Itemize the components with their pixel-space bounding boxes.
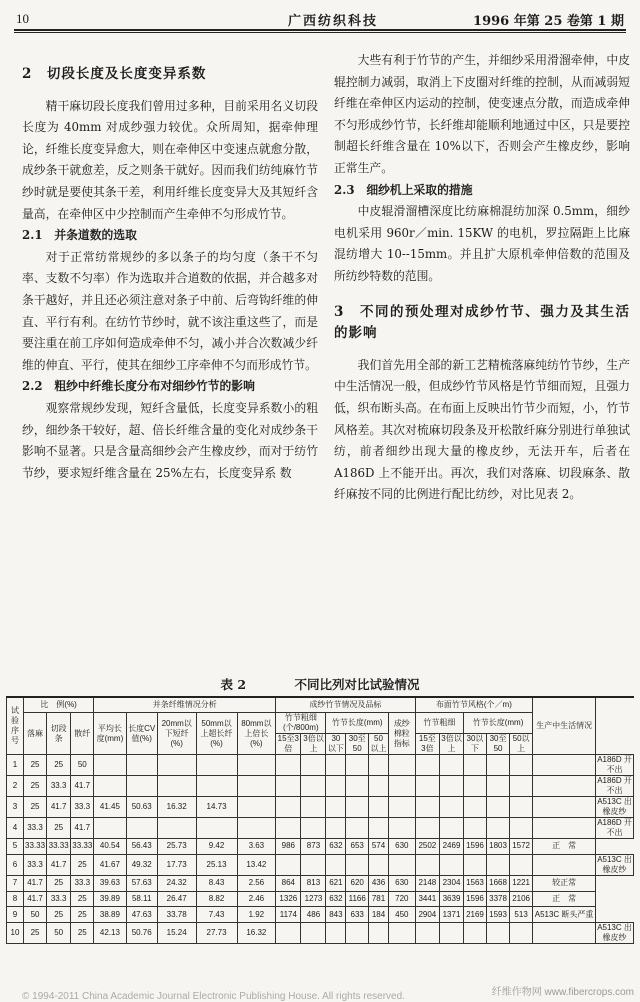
table-cell: A186D 开不出 <box>597 776 632 795</box>
table-cell <box>276 854 301 875</box>
table-cell: A186D 开不出 <box>597 818 632 837</box>
table-cell <box>388 797 415 818</box>
table-row <box>7 891 634 907</box>
header-rule <box>14 29 626 31</box>
sub-header: 3倍以上 <box>441 734 462 753</box>
table-cell <box>388 776 415 797</box>
table-cell <box>94 755 126 776</box>
table-cell <box>369 755 389 776</box>
table-cell: 184 <box>369 907 389 923</box>
table-cell: 3.63 <box>237 839 276 855</box>
table-cell <box>346 797 369 818</box>
table-row <box>7 797 634 818</box>
table-cell: 2106 <box>510 891 533 907</box>
table-cell: 8 <box>7 891 24 907</box>
table-cell: 33.33 <box>47 839 71 855</box>
sub-header: 3倍以上 <box>301 734 326 755</box>
table-cell: 633 <box>346 907 369 923</box>
table-cell: 2469 <box>440 839 464 855</box>
table-cell <box>415 923 439 944</box>
table-cell: 864 <box>276 875 301 891</box>
table-cell <box>440 776 464 797</box>
table-cell: 1563 <box>464 875 487 891</box>
table-cell: 41.7 <box>24 875 47 891</box>
table-cell: 1 <box>7 755 24 776</box>
table-cell <box>510 818 533 839</box>
table-cell: 50 <box>47 923 71 944</box>
table-cell <box>533 923 596 944</box>
table-cell: 620 <box>346 875 369 891</box>
table-cell: 50.76 <box>126 923 157 944</box>
table-cell: 41.7 <box>71 776 94 797</box>
table-cell: 40.54 <box>94 839 126 855</box>
table-cell <box>276 755 301 776</box>
table-cell <box>276 776 301 797</box>
table-cell <box>388 923 415 944</box>
table-row <box>7 839 634 855</box>
table-cell <box>126 818 157 839</box>
col-sanxian: 散纤 <box>71 713 94 755</box>
table-cell <box>415 755 439 776</box>
sub-header: 30至50 <box>486 734 509 755</box>
table-cell: 574 <box>369 839 389 855</box>
table-cell <box>126 755 157 776</box>
table-cell: 7 <box>7 875 24 891</box>
table-cell <box>276 818 301 839</box>
table-cell <box>276 923 301 944</box>
table-caption <box>0 675 640 693</box>
table-row <box>7 907 634 923</box>
table-cell: A513C 断头严重 <box>533 907 596 923</box>
table-cell: 1273 <box>301 891 326 907</box>
table-cell: 16.32 <box>157 797 196 818</box>
table-cell: 25 <box>24 776 47 797</box>
table-cell <box>486 755 509 776</box>
table-cell: 27.73 <box>196 923 237 944</box>
group-ratio: 比 例(%) <box>24 697 94 713</box>
col-length2: 竹节长度(mm) <box>464 713 533 734</box>
table-cell: 50.63 <box>126 797 157 818</box>
table-cell <box>196 776 237 797</box>
table-cell: 25 <box>24 755 47 776</box>
table-cell: 632 <box>326 891 346 907</box>
right-column <box>334 50 630 506</box>
table-cell <box>346 755 369 776</box>
table-cell <box>388 818 415 839</box>
table-cell: 33.3 <box>24 854 47 875</box>
table-cell: 56.43 <box>126 839 157 855</box>
table-cell: 781 <box>369 891 389 907</box>
table-cell <box>196 818 237 839</box>
table-cell <box>464 797 487 818</box>
table-cell: 16.32 <box>237 923 276 944</box>
table-cell <box>464 755 487 776</box>
paragraph: 对于正常纺常规纱的多以条子的均匀度（条干不匀率、支数不匀率）作为选取并合道数的依据，并合越多对条干越好，并且还必须注意对条子中前、后弯钩纤维的伸直、平行有利。在纺竹节纱时，就不该注重这些了，而是要注重在前工序如何造成牵伸不匀，减小并合次数减少纤维的伸直、平行，使其在细纱工序牵伸不匀而形成竹节。 <box>22 249 318 372</box>
table-cell <box>94 776 126 797</box>
table-cell: 843 <box>326 907 346 923</box>
table-cell <box>237 776 276 797</box>
table-cell: 2.46 <box>237 891 276 907</box>
col-cottony: 成纱棉粒指标 <box>388 713 415 755</box>
table-cell <box>486 854 509 875</box>
table-cell: 24.32 <box>157 875 196 891</box>
table-cell <box>301 818 326 839</box>
paragraph: 中皮辊滑溜槽深度比纺麻棉混纺加深 0.5mm，细纱电机采用 960r／min. 15KW 的电机，罗拉隔距上比麻混纺增大 10--15mm。并且扩大原机牵伸倍数的范围及所纺纱特数的范围。 <box>334 204 630 283</box>
table-cell: 39.89 <box>94 891 126 907</box>
table-cell: 1221 <box>510 875 533 891</box>
table-cell <box>510 755 533 776</box>
table-cell: 2148 <box>415 875 439 891</box>
table-cell: 26.47 <box>157 891 196 907</box>
table-cell <box>301 776 326 797</box>
table-cell: 513 <box>510 907 533 923</box>
watermark: 纤维作物网 www.fibercrops.com <box>491 987 634 998</box>
table-cell <box>301 923 326 944</box>
table-cell: 47.63 <box>126 907 157 923</box>
table-cell: 1572 <box>510 839 533 855</box>
table-row <box>7 755 634 776</box>
table-cell <box>415 818 439 839</box>
table-cell <box>157 818 196 839</box>
table-cell: 41.67 <box>94 854 126 875</box>
sub-header: 15至3倍 <box>415 734 439 755</box>
table-cell <box>440 818 464 839</box>
table-cell: 33.3 <box>47 891 71 907</box>
table-cell: 25 <box>47 755 71 776</box>
table-cell: 正 常 <box>533 839 596 855</box>
subsection-2-3-heading: 2.3 细纱机上采取的措施 <box>334 182 473 197</box>
table-cell <box>533 818 596 839</box>
table-cell <box>326 923 346 944</box>
table-cell: 25.13 <box>196 854 237 875</box>
comparison-table <box>6 696 634 944</box>
table-row <box>7 923 634 944</box>
table-cell: 10 <box>7 923 24 944</box>
table-cell <box>510 797 533 818</box>
table-cell <box>276 797 301 818</box>
table-cell <box>510 923 533 944</box>
paragraph: 大些有利于竹节的产生，并细纱采用滑溜牵伸，中皮辊控制力减弱，取消上下皮圈对纤维的控制，从而减弱短纤维在牵伸区内运动的控制，使变速点分散，而造成牵伸不匀形成纱竹节，长纤维却能顺利地通过中区，只是要控制超长纤维含量在 10%以下，否则会产生橡皮纱，影响正常生产。 <box>334 53 630 175</box>
page-number: 10 <box>16 11 29 26</box>
table-cell <box>486 797 509 818</box>
table-cell: 15.24 <box>157 923 196 944</box>
table-cell: 25 <box>71 907 94 923</box>
table-cell: 986 <box>276 839 301 855</box>
table-cell <box>346 776 369 797</box>
table-body <box>7 755 634 944</box>
table-cell <box>301 854 326 875</box>
col-coarse: 竹节粗细(个/800m) <box>276 713 326 734</box>
header-rule-thin <box>14 32 626 33</box>
table-cell <box>237 818 276 839</box>
page-header <box>16 8 624 30</box>
table-cell <box>486 923 509 944</box>
table-cell <box>510 854 533 875</box>
table-cell: 1.92 <box>237 907 276 923</box>
group-fiber: 并条纤维情况分析 <box>94 697 276 713</box>
table-cell: 621 <box>326 875 346 891</box>
sub-header: 50以上 <box>510 734 533 755</box>
table-row <box>7 776 634 797</box>
table-cell: 2502 <box>415 839 439 855</box>
table-cell: 25 <box>47 818 71 839</box>
table-cell <box>346 818 369 839</box>
table-cell: 57.63 <box>126 875 157 891</box>
table-cell: 1803 <box>486 839 509 855</box>
table-cell: 41.7 <box>71 818 94 839</box>
col-qieduan: 切段条 <box>47 713 71 755</box>
table-cell: 1596 <box>464 839 487 855</box>
table-cell: 4 <box>7 818 24 839</box>
table-cell: 486 <box>301 907 326 923</box>
table-cell: 450 <box>388 907 415 923</box>
table-cell <box>464 818 487 839</box>
sub-header: 15至3倍 <box>277 734 299 753</box>
table-cell: 3639 <box>440 891 464 907</box>
table-cell <box>464 923 487 944</box>
table-cell <box>301 797 326 818</box>
table-title: 不同比列对比试验情况 <box>294 677 420 692</box>
table-cell: 38.89 <box>94 907 126 923</box>
sub-header: 50以上 <box>370 734 387 753</box>
table-cell: 33.3 <box>47 776 71 797</box>
table-row <box>7 818 634 839</box>
table-cell: 8.43 <box>196 875 237 891</box>
table-cell <box>326 854 346 875</box>
table-cell: 58.11 <box>126 891 157 907</box>
table-cell <box>237 797 276 818</box>
table-cell: 25 <box>24 797 47 818</box>
table-cell: 41.45 <box>94 797 126 818</box>
table-cell: 653 <box>346 839 369 855</box>
table-cell <box>126 776 157 797</box>
table-cell: 813 <box>301 875 326 891</box>
table-cell <box>326 797 346 818</box>
table-cell: A513C 出橡皮纱 <box>597 797 632 816</box>
subsection-2-1-heading: 2.1 并条道数的选取 <box>22 228 137 243</box>
table-cell <box>533 854 596 875</box>
table-cell: 9.42 <box>196 839 237 855</box>
table-cell <box>510 776 533 797</box>
table-cell: 1326 <box>276 891 301 907</box>
table-cell <box>388 755 415 776</box>
sub-header: 30以下 <box>327 734 344 753</box>
table-cell: 49.32 <box>126 854 157 875</box>
paragraph: 我们首先用全部的新工艺精梳落麻纯纺竹节纱，生产中生活情况一般，但成纱竹节风格是竹节细而短，且强力低，织布断头高。在布面上反映出竹节少而短，小，竹节风格差。其次对梳麻切段条及开松散纤麻分别进行单独试纺，前者细纱出现大量的橡皮纱，无法开车，后者在 A186D 上不能开出。再次，我们对落麻、切段麻条、散纤麻按不同的比例进行配比纺纱，对比见表 2。 <box>334 357 630 502</box>
table-cell: 13.42 <box>237 854 276 875</box>
table-cell <box>196 755 237 776</box>
table-cell <box>369 854 389 875</box>
table-cell <box>326 818 346 839</box>
table-cell: 25.73 <box>157 839 196 855</box>
table-cell <box>157 776 196 797</box>
table-cell: 3378 <box>486 891 509 907</box>
table-cell: 33.3 <box>24 818 47 839</box>
table-row <box>7 875 634 891</box>
table-cell: 正 常 <box>533 891 596 907</box>
table-cell <box>440 854 464 875</box>
group-fabric: 布面竹节风格(个／m) <box>415 697 532 713</box>
journal-name: 广西纺织科技 <box>288 14 379 29</box>
table-cell: 50 <box>71 755 94 776</box>
table-cell <box>326 776 346 797</box>
table-cell: 1174 <box>276 907 301 923</box>
table-cell: 25 <box>24 923 47 944</box>
table-cell: 17.73 <box>157 854 196 875</box>
col-length: 竹节长度(mm) <box>326 713 388 734</box>
table-cell: 3 <box>7 797 24 818</box>
table-cell: 33.33 <box>24 839 47 855</box>
section-2-heading: 2 切段长度及长度变异系数 <box>22 66 207 82</box>
issue-info: 1996 年第 25 卷第 1 期 <box>473 14 624 29</box>
table-cell: 8.82 <box>196 891 237 907</box>
table-cell: 2.56 <box>237 875 276 891</box>
table-cell: 25 <box>47 907 71 923</box>
table-cell <box>415 797 439 818</box>
table-cell: A513C 出橡皮纱 <box>597 923 632 943</box>
table-cell: 1668 <box>486 875 509 891</box>
table-cell: 50 <box>24 907 47 923</box>
table-row <box>7 854 634 875</box>
table-cell: 2904 <box>415 907 439 923</box>
table-cell <box>415 854 439 875</box>
table-cell: 2 <box>7 776 24 797</box>
table-cell: A186D 开不出 <box>597 755 632 774</box>
table-cell: 39.63 <box>94 875 126 891</box>
table-cell: 33.3 <box>71 797 94 818</box>
table-cell <box>486 776 509 797</box>
table-cell: 较正常 <box>533 875 596 891</box>
table-cell <box>464 776 487 797</box>
table-cell <box>94 818 126 839</box>
table-cell: 630 <box>388 875 415 891</box>
table-cell <box>369 923 389 944</box>
table-cell <box>533 776 596 797</box>
table-cell <box>440 923 464 944</box>
table-cell: 630 <box>388 839 415 855</box>
table-cell <box>157 755 196 776</box>
table-cell: 3441 <box>415 891 439 907</box>
table-cell <box>369 797 389 818</box>
sub-header: 30至50 <box>346 734 369 755</box>
table-cell: 41.7 <box>47 854 71 875</box>
table-cell: A513C 出橡皮纱 <box>597 854 632 874</box>
col-over-80: 80mm以上倍长(%) <box>237 713 276 755</box>
table-cell <box>326 755 346 776</box>
left-column <box>22 50 318 484</box>
table-cell: 25 <box>71 854 94 875</box>
table-cell <box>533 755 596 776</box>
sub-header: 30以下 <box>464 734 487 755</box>
copyright-footer: © 1994-2011 China Academic Journal Electronic Publishing House. All rights reserved. <box>22 991 405 1002</box>
col-thick: 竹节粗细 <box>415 713 463 734</box>
table-cell: 14.73 <box>196 797 237 818</box>
table-cell: 5 <box>7 839 24 855</box>
col-cv: 长度CV值(%) <box>126 713 157 755</box>
col-seq: 试验序号 <box>7 697 24 755</box>
table-cell: 1596 <box>464 891 487 907</box>
table-cell: 1593 <box>486 907 509 923</box>
table-cell: 25 <box>47 875 71 891</box>
subsection-2-2-heading: 2.2 粗纱中纤维长度分布对细纱竹节的影响 <box>22 379 255 394</box>
table-cell: 632 <box>326 839 346 855</box>
table-cell <box>486 818 509 839</box>
section-3-heading: 3 不同的预处理对成纱竹节、强力及其生活的影响 <box>334 303 630 342</box>
table-cell: 873 <box>301 839 326 855</box>
table-cell: 41.7 <box>47 797 71 818</box>
table-cell <box>346 854 369 875</box>
table-cell: 25 <box>71 923 94 944</box>
col-mean-length: 平均长度(mm) <box>94 713 126 755</box>
table-cell <box>440 755 464 776</box>
paragraph: 观察常规纱发现，短纤含量低，长度变异系数小的粗纱，细纱条干较好，超、倍长纤维含量的变化对成纱条干影响不显著。只是含量高细纱会产生橡皮纱，而对于纺竹节纱，要求短纤维含量在 25%左右，长度变异系 数 <box>22 400 318 480</box>
col-production: 生产中生活情况 <box>533 697 596 755</box>
table-cell: 6 <box>7 854 24 875</box>
table-cell <box>533 797 596 818</box>
table-cell: 1166 <box>346 891 369 907</box>
table-cell <box>369 776 389 797</box>
group-spun: 成纱竹节情况及品标 <box>276 697 416 713</box>
table-cell: 720 <box>388 891 415 907</box>
table-cell: 1371 <box>440 907 464 923</box>
table-cell <box>415 776 439 797</box>
table-cell: 436 <box>369 875 389 891</box>
table-cell: 2304 <box>440 875 464 891</box>
paragraph: 精干麻切段长度我们曾用过多种，目前采用名义切段长度为 40mm 对成纱强力较优。众所周知，据牵伸理论，纤维长度变异愈大，则在牵伸区中变速点就愈分散，成纱条干就愈差，反之则条干就好。因而我们纺纯麻竹节纱时就是要使其条干差，利用纤维长度变异大及其短纤含量高，在牵伸区中少控制而产生牵伸不匀形成竹节。 <box>22 98 318 221</box>
table-cell <box>464 854 487 875</box>
col-luoma: 落麻 <box>24 713 47 755</box>
table-cell: 25 <box>71 891 94 907</box>
table-cell: 9 <box>7 907 24 923</box>
table-cell <box>388 854 415 875</box>
col-over-50: 50mm以上超长纤(%) <box>196 713 237 755</box>
table-number: 表 2 <box>220 677 247 692</box>
table-cell <box>346 923 369 944</box>
table-cell: 33.78 <box>157 907 196 923</box>
table-cell: 41.7 <box>24 891 47 907</box>
table-cell <box>369 818 389 839</box>
table-cell: 7.43 <box>196 907 237 923</box>
table-cell: 33.33 <box>71 839 94 855</box>
table-cell: 33.3 <box>71 875 94 891</box>
table-cell <box>237 755 276 776</box>
table-cell: 2169 <box>464 907 487 923</box>
table-cell: 42.13 <box>94 923 126 944</box>
table-cell <box>301 755 326 776</box>
table-cell <box>440 797 464 818</box>
col-under-20: 20mm以下短纤(%) <box>157 713 196 755</box>
